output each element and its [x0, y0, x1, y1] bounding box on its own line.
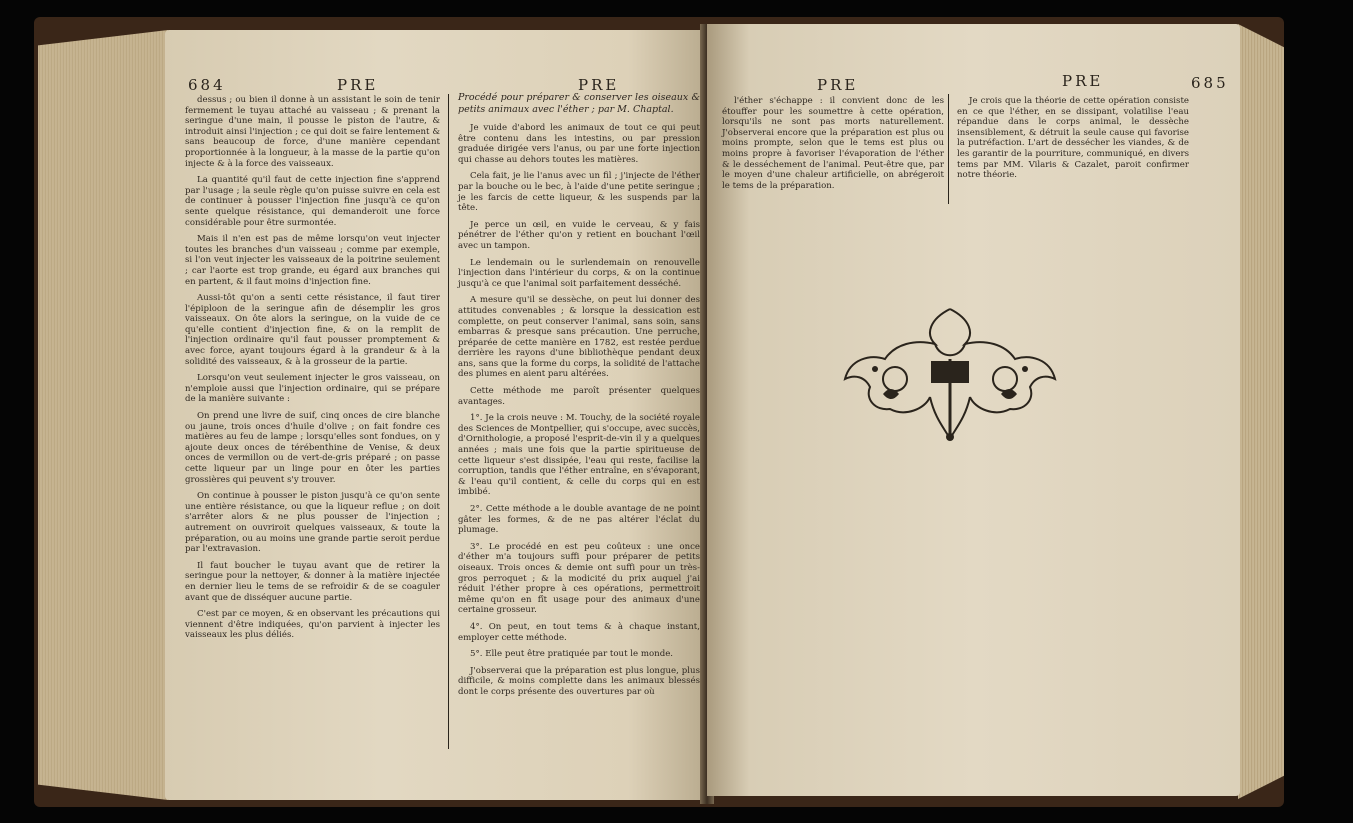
- left-page-column-2: [458, 92, 700, 704]
- paragraph: A mesure qu'il se dessèche, on peut lui donner des attitudes convenables ; & lorsque la dessication est complette, on peut conserver l'animal, sans soin, sans embarras & presque sans précaution. Une perruche, préparée de cette manière en 1782, est restée perdue derrière les rayons d'une bibliothèque pendant deux ans, sans que la forme du corps, la solidité de l'attache des plumes en aient paru altérées.: [458, 295, 700, 380]
- running-head-right-a: PRE: [817, 76, 859, 94]
- left-page: [165, 30, 710, 800]
- page-number-right: 685: [1191, 74, 1229, 92]
- left-page-column-1: [185, 95, 440, 647]
- paragraph: On continue à pousser le piston jusqu'à ce qu'on sente une entière résistance, ou que la liqueur reflue ; on doit s'arrêter alors & ne plus pousser de l'injection ; autrement on ouvriroit quelques vaisseaux, & toute la préparation, ou au moins une grande partie seroit perdue par l'extravasion.: [185, 491, 440, 555]
- right-page-column-2: [957, 96, 1189, 187]
- paragraph: Aussi-tôt qu'on a senti cette résistance, il faut tirer l'épiploon de la seringue afin de désemplir les gros vaisseaux. On ôte alors la seringue, on la vuide de ce qu'elle contient d'injection fine, & on la remplit de l'injection ordinaire qu'il faut pousser promptement & avec force, ayant toujours égard à la grandeur & à la solidité des vaisseaux, & à la grosseur de la partie.: [185, 293, 440, 367]
- right-page: [707, 24, 1240, 796]
- paragraph: On prend une livre de suif, cinq onces de cire blanche ou jaune, trois onces d'huile d'olive ; on fait fondre ces matières au feu de lampe ; lorsqu'elles sont fondues, on y ajoute deux onces de térébenthine de Venise, & deux onces de vermillon ou de vert-de-gris préparé ; on passe cette liqueur par un linge pour en ôter les parties grossières qui peuvent s'y trouver.: [185, 411, 440, 485]
- paragraph: Le lendemain ou le surlendemain on renouvelle l'injection dans l'intérieur du corps, & on la continue jusqu'à ce que l'animal soit parfaitement desséché.: [458, 257, 700, 289]
- running-head-left-b: PRE: [578, 76, 620, 94]
- column-rule-left: [448, 94, 449, 749]
- paragraph: Mais il n'en est pas de même lorsqu'on veut injecter toutes les branches d'un vaisseau ; comme par exemple, si l'on veut injecter les vaisseaux de la poitrine seulement ; car l'aorte est trop grande, eu égard aux branches qui en partent, & il faut moins d'injection fine.: [185, 234, 440, 287]
- fleuron-ornament-icon: [835, 299, 1065, 444]
- paragraph: Cela fait, je lie l'anus avec un fil ; j'injecte de l'éther par la bouche ou le bec, à l'aide d'une petite seringue ; je les farcis de cette liqueur, & les suspends par la tête.: [458, 171, 700, 214]
- paragraph: Je vuide d'abord les animaux de tout ce qui peut être contenu dans les intestins, ou par pression graduée dirigée vers l'anus, ou par une forte injection qui chasse au dehors toutes les matières.: [458, 123, 700, 165]
- paragraph: 4°. On peut, en tout tems & à chaque instant, employer cette méthode.: [458, 621, 700, 643]
- page-edges-left: [38, 30, 168, 800]
- paragraph: 2°. Cette méthode a le double avantage de ne point gâter les formes, & de ne pas altérer l'éclat du plumage.: [458, 504, 700, 536]
- paragraph: Il faut boucher le tuyau avant que de retirer la seringue pour la nettoyer, & donner à la matière injectée en dernier lieu le tems de se refroidir & de se coaguler avant que de disséquer aucune partie.: [185, 560, 440, 603]
- page-edges-right: [1238, 24, 1284, 799]
- page-number-left: 684: [188, 76, 226, 94]
- paragraph: l'éther s'échappe : il convient donc de les étouffer pour les soumettre à cette opération, lorsqu'ils ne sont pas morts naturellement. J'observerai encore que la préparation est plus ou moins prompte, selon que le tems est plus ou moins propre à favoriser l'évaporation de l'éther & le desséchement de l'animal. Peut-être que, par le moyen d'une chaleur artificielle, on abrégeroit le tems de la préparation.: [722, 96, 944, 191]
- paragraph: Cette méthode me paroît présenter quelques avantages.: [458, 386, 700, 407]
- paragraph: 3°. Le procédé en est peu coûteux : une once d'éther m'a toujours suffi pour préparer de petits oiseaux. Trois onces & demie ont suffi pour un très-gros perroquet ; & la modicité du prix auquel j'ai réduit l'éther propre à ces opérations, permettroit même qu'on en fît usage pour des animaux d'une certaine grosseur.: [458, 541, 700, 616]
- article-title: Procédé pour préparer & conserver les oiseaux & petits animaux avec l'éther ; par M. Chaptal.: [458, 92, 700, 115]
- paragraph: 5°. Elle peut être pratiquée par tout le monde.: [470, 649, 674, 660]
- paragraph: La quantité qu'il faut de cette injection fine s'apprend par l'usage ; la seule règle qu'on puisse suivre en cela est de continuer à pousser l'injection fine jusqu'à ce qu'on sente quelque résistance, qui demanderoit une force considérable pour être surmontée.: [185, 175, 440, 228]
- paragraph: Lorsqu'on veut seulement injecter le gros vaisseau, on n'emploie aussi que l'injection ordinaire, qui se prépare de la manière suivante :: [185, 373, 440, 405]
- paragraph: Je crois que la théorie de cette opération consiste en ce que l'éther, en se dissipant, volatilise l'eau répandue dans le corps animal, le dessèche insensiblement, & détruit la seule cause qui favorise la putréfaction. L'art de dessécher les viandes, & de les garantir de la pourriture, communiqué, en divers tems par MM. Vilaris & Cazalet, paroit confirmer notre théorie.: [957, 96, 1189, 181]
- running-head-left-a: PRE: [337, 76, 379, 94]
- paragraph: J'observerai que la préparation est plus longue, plus difficile, & moins complette dans les animaux blessés dont le corps présente des ouvertures par où: [458, 665, 700, 697]
- column-rule-right: [948, 94, 949, 204]
- running-head-right-b: PRE: [1062, 72, 1104, 90]
- paragraph: dessus ; ou bien il donne à un assistant le soin de tenir fermement le tuyau attaché au vaisseau ; & prenant la seringue d'une main, il pousse le piston de l'autre, & introduit ainsi l'injection ; ce qui doit se faire lentement & sans beaucoup de force, d'une manière cependant proportionnée à la longueur, à la masse de la partie qu'on injecte & à la force des vaisseaux.: [185, 95, 440, 169]
- paragraph: Je perce un œil, en vuide le cerveau, & y fais pénétrer de l'éther qu'on y retient en bouchant l'œil avec un tampon.: [458, 219, 700, 251]
- paragraph: C'est par ce moyen, & en observant les précautions qui viennent d'être indiquées, qu'on parvient à injecter les vaisseaux les plus déliés.: [185, 609, 440, 641]
- paragraph: 1°. Je la crois neuve : M. Touchy, de la société royale des Sciences de Montpellier, qui s'occupe, avec succès, d'Ornithologie, a proposé l'esprit-de-vin il y a quelques années ; mais une fois que la partie spiritueuse de cette liqueur s'est dissipée, l'eau qui reste, facilise la corruption, tandis que l'éther entraîne, en s'évaporant, & l'eau qu'il contient, & celle du corps qui en est imbibé.: [458, 413, 700, 498]
- right-page-column-1: [722, 96, 944, 197]
